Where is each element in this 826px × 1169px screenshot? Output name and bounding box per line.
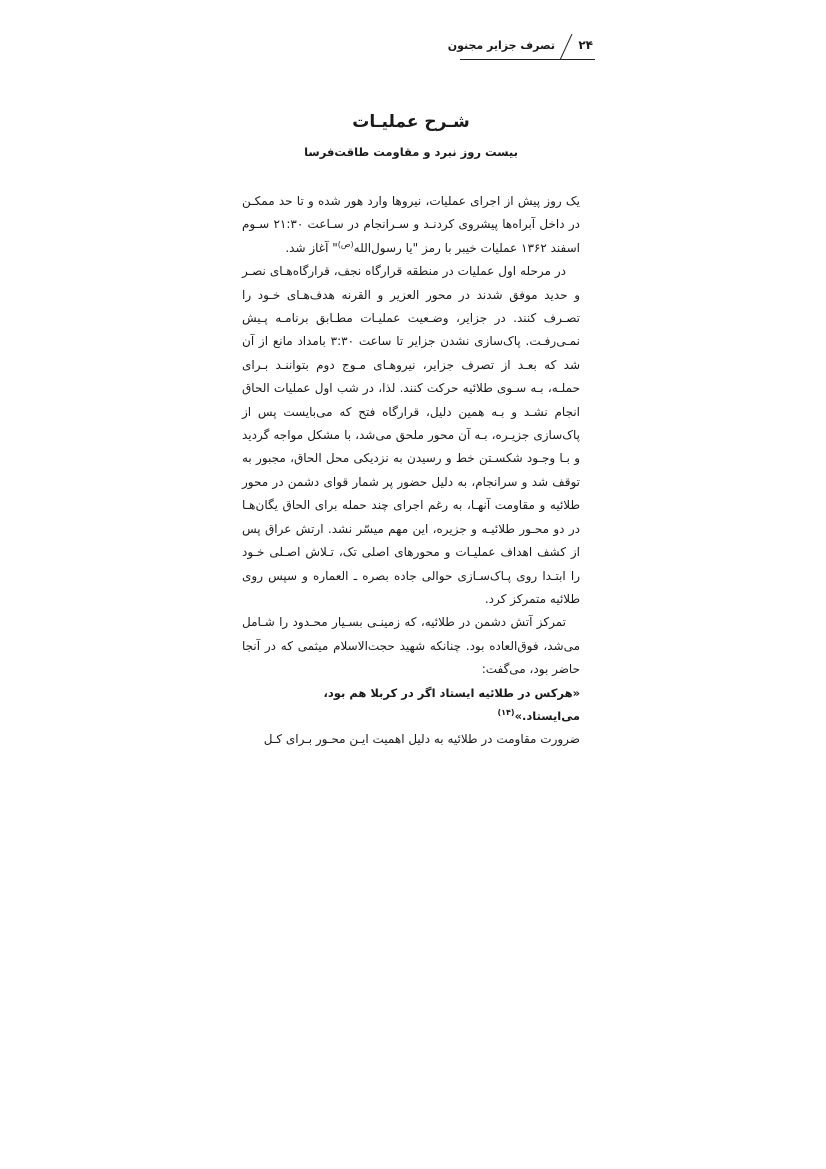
paragraph-3: تمرکز آتش دشمن در طلائیه، که زمینـی بسـیار محـدود را شـامل می‌شد، فوق‌العاده بود. چنانکه شهید حجت‌الاسلام میثمی که در آنجا حاضر بود، می‌گفت: (242, 615, 580, 677)
running-title: تصرف جزایر مجنون (447, 39, 555, 52)
quote-text: «هرکس در طلائیه ایستاد اگر در کربلا هم بود، می‌ایستاد.» (323, 685, 580, 723)
paragraph-1-end: " آغاز شد. (285, 240, 338, 255)
body-text (242, 190, 580, 752)
footnote-ref: (۱۴) (497, 708, 515, 718)
page-number: ۲۴ (578, 38, 593, 52)
salutation-mark: (ص) (337, 239, 354, 249)
paragraph-2: در مرحله اول عملیات در منطقه قرارگاه نجف، قرارگاه‌هـای نصـر و حدید موفق شدند در محور العزیر و القرنه هدف‌هـای خـود را تصـرف کنند. در جزایر، وضـعیت عملیـات مطـابق برنامـه پـیش نمـی‌رفـت. پاک‌سازی نشدن جزایر تا ساعت ۳:۳۰ بامداد مانع از آن شد که بعـد از تصرف جزایر، نیروهـای مـوج دوم بتواننـد بـرای حملـه، بـه سـوی طلائیه حرکت کنند. لذا، در شب اول عملیات الحاق انجام نشـد و بـه همین دلیل، قرارگاه فتح که می‌بایست پس از پاک‌سازی جزیـره، بـه آن محور ملحق می‌شد، با مشکل مواجه گردید و بـا وجـود شکسـتن خط و رسیدن به نزدیکی محل الحاق، مجبور به توقف شد و سرانجام، به دلیل حضور پر شمار قوای دشمن در محور طلائیه و مقاومت آنهـا، به رغم اجرای چند حمله برای الحاق یگان‌هـا در دو محـور طلائیـه و جزیره، این مهم میسّر نشد. ارتش عراق پس از کشف اهداف عملیـات و محورهای اصلی تک، تـلاش اصـلی خـود را ابتـدا روی پـاک‌سـازی حوالی جاده بصره ـ العماره و سپس روی طلائیه متمرکز کرد. (242, 264, 580, 606)
quote (242, 682, 580, 729)
header-rule (460, 59, 595, 60)
header-divider-slash (559, 34, 573, 60)
paragraph-1 (242, 190, 580, 260)
chapter-title: شـرح عملیـات (352, 112, 470, 132)
chapter-subtitle: بیست روز نبرد و مقاومت طاقت‌فرسا (304, 145, 518, 159)
running-header (447, 32, 595, 60)
paragraph-1-text: یک روز پیش از اجرای عملیات، نیروها وارد هور شده و تا حد ممکـن در داخل آبراه‌ها پیشروی کردنـد و سـرانجام در سـاعت ۲۱:۳۰ سـوم اسفند ۱۳۶۲ عملیات خیبر با رمز "یا رسول‌الله (242, 194, 580, 255)
paragraph-4: ضرورت مقاومت در طلائیه به دلیل اهمیت ایـن محـور بـرای کـل (263, 732, 580, 747)
